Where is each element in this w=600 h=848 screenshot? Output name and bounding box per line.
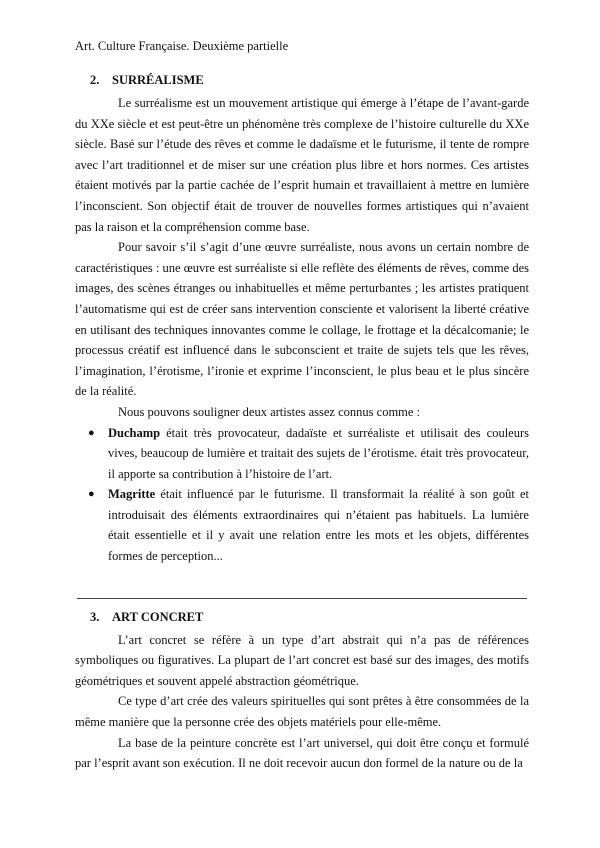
paragraph: Nous pouvons souligner deux artistes assez connus comme : xyxy=(118,404,421,419)
artist-description: était très provocateur, dadaïste et surréaliste et utilisait des couleurs vives, beaucoup de lumière et traitait des sujets de l’érotisme. était très provocateur, il apporte sa contribution à l’histoire de l’art. xyxy=(108,425,529,481)
artist-name: Duchamp xyxy=(108,425,161,440)
section-title: SURRÉALISME xyxy=(112,73,204,87)
artist-description: était influencé par le futurisme. Il transformait la réalité à son goût et introduisait des éléments extraordinaires qui n’étaient pas habituels. La lumière était essentielle et il y avait une relation entre les mots et les objets, différentes formes de perception... xyxy=(108,487,529,564)
artist-name: Magritte xyxy=(108,487,156,502)
list-item xyxy=(75,484,529,566)
list-item xyxy=(75,423,529,485)
paragraph: La base de la peinture concrète est l’art universel, qui doit être conçu et formulé par l’esprit avant son exécution. Il ne doit recevoir aucun don formel de la nature ou de la xyxy=(75,735,529,771)
artist-list xyxy=(75,423,529,567)
bullet-icon: ● xyxy=(88,426,95,439)
section-divider xyxy=(77,598,527,599)
paragraph: Ce type d’art crée des valeurs spirituelles qui sont prêtes à être consommées de la même manière que la personne crée des objets matériels pour elle-même. xyxy=(75,694,529,730)
section-number: 3. xyxy=(90,609,100,624)
paragraph: L’art concret se réfère à un type d’art abstrait qui n’a pas de références symboliques ou figuratives. La plupart de l’art concret est basé sur des images, des motifs géométriques et souvent appelé abstraction géométrique. xyxy=(75,632,529,688)
document-body xyxy=(75,70,529,774)
paragraph: Le surréalisme est un mouvement artistique qui émerge à l’étape de l’avant-garde du XXe siècle et est peut-être un phénomène très complexe de l’histoire culturelle du XXe siècle. Basé sur l’étude des rêves et comme le dadaïsme et le futurisme, il tente de rompre avec l’art traditionnel et de miser sur une création plus libre et hors normes. Ces artistes étaient motivés par la partie cachée de l’esprit humain et travaillaient à mettre en lumière l’inconscient. Son objectif était de trouver de nouvelles formes artistiques qui n’avaient pas la raison et la compréhension comme base. xyxy=(75,96,529,234)
section-number: 2. xyxy=(90,73,100,87)
section-title: ART CONCRET xyxy=(112,609,204,624)
section-heading-art-concret xyxy=(75,607,529,627)
bullet-icon: ● xyxy=(88,488,95,501)
page-header: Art. Culture Française. Deuxième partielle xyxy=(75,39,289,53)
paragraph: Pour savoir s’il s’agit d’une œuvre surréaliste, nous avons un certain nombre de caractéristiques : une œuvre est surréaliste si elle reflète des éléments de rêves, comme des images, des scènes étranges ou inhabituelles et même perturbantes ; les artistes pratiquent l’automatisme qui est de créer sans intervention consciente et valorisent la liberté créative en utilisant des techniques innovantes comme le collage, le frottage et la décalcomanie; le processus créatif est influencé dans le subconscient et traite de sujets tels que les rêves, l’imagination, l’érotisme, l’ironie et exprime l’inconscient, le plus beau et le plus sincère de la réalité. xyxy=(75,240,529,399)
section-heading-surrealisme xyxy=(75,70,529,90)
